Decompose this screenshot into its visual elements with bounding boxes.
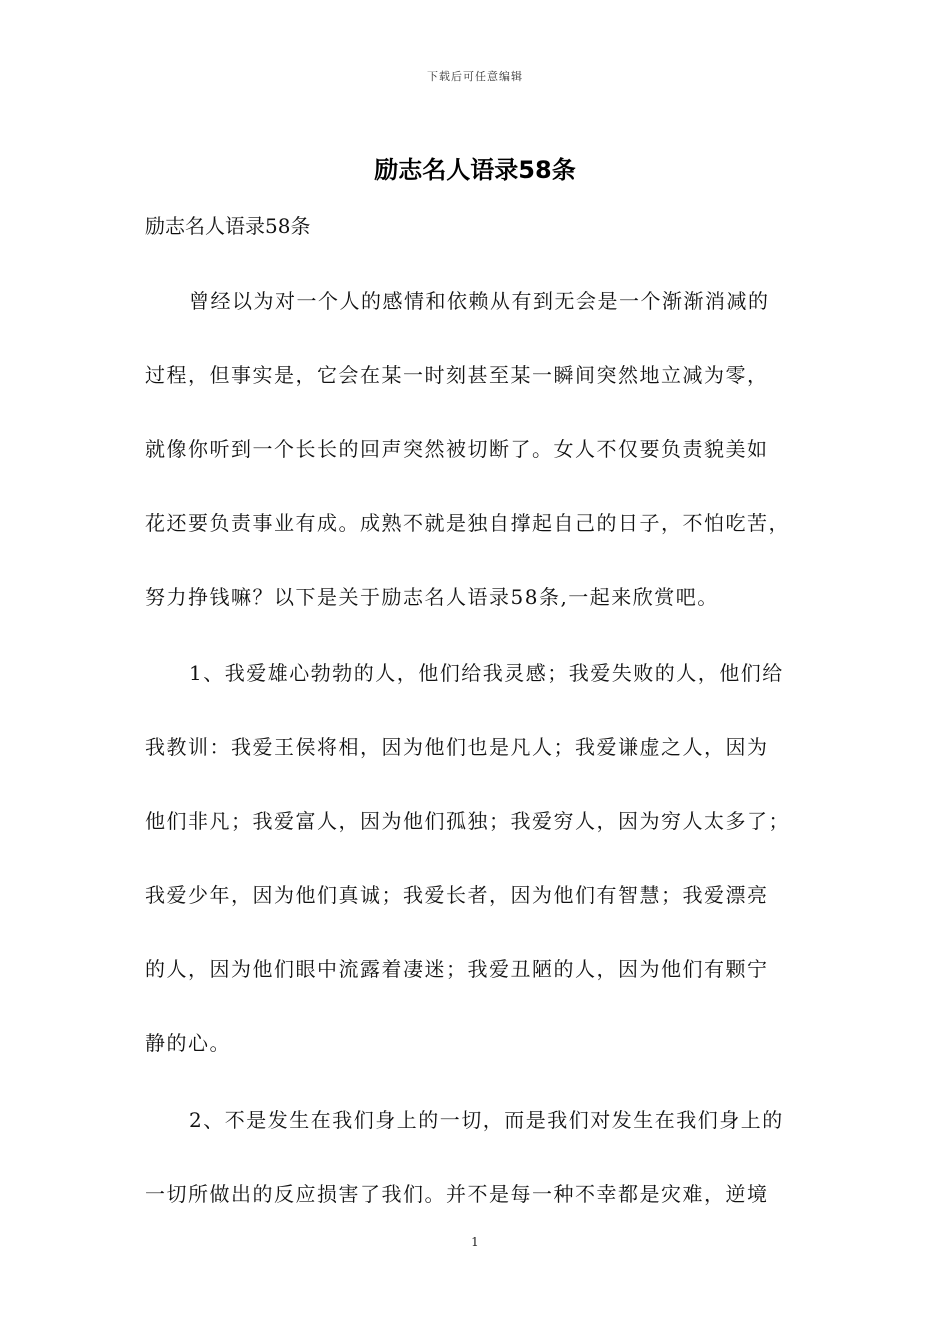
paragraph-line	[145, 883, 835, 957]
line-text: 一切所做出的反应损害了我们。并不是每一种不幸都是灾难，逆境	[145, 1182, 769, 1206]
paragraph-line	[145, 661, 835, 735]
paragraph-line	[145, 1031, 835, 1105]
paragraph-intro	[145, 289, 835, 659]
line-text: 2、不是发生在我们身上的一切，而是我们对发生在我们身上的	[189, 1108, 784, 1132]
line-text: 我爱少年，因为他们真诚；我爱长者，因为他们有智慧；我爱漂亮	[145, 883, 769, 907]
paragraph-line	[145, 809, 835, 883]
paragraph-line	[145, 735, 835, 809]
paragraph-quote-1	[145, 661, 835, 1105]
line-text: 1、我爱雄心勃勃的人，他们给我灵感；我爱失败的人，他们给	[189, 661, 784, 685]
paragraph-line	[145, 585, 835, 659]
line-text: 他们非凡；我爱富人，因为他们孤独；我爱穷人，因为穷人太多了；	[145, 809, 790, 833]
paragraph-line	[145, 437, 835, 511]
line-text: 我教训：我爱王侯将相，因为他们也是凡人；我爱谦虚之人，因为	[145, 735, 769, 759]
line-text: 静的心。	[145, 1031, 231, 1055]
paragraph-line	[145, 957, 835, 1031]
line-text: 努力挣钱嘛？以下是关于励志名人语录58条,一起来欣赏吧。	[145, 585, 719, 609]
paragraph-line	[145, 511, 835, 585]
header-note: 下载后可任意编辑	[427, 70, 523, 83]
document-title: 励志名人语录58条	[374, 156, 576, 184]
paragraph-quote-2	[145, 1108, 835, 1256]
line-text: 花还要负责事业有成。成熟不就是独自撑起自己的日子，不怕吃苦，	[145, 511, 790, 535]
document-subtitle: 励志名人语录58条	[145, 214, 311, 238]
paragraph-line	[145, 363, 835, 437]
paragraph-line	[145, 1108, 835, 1182]
page-number: 1	[471, 1235, 479, 1249]
line-text: 就像你听到一个长长的回声突然被切断了。女人不仅要负责貌美如	[145, 437, 769, 461]
line-text: 过程，但事实是，它会在某一时刻甚至某一瞬间突然地立减为零，	[145, 363, 769, 387]
paragraph-line	[145, 289, 835, 363]
line-text: 曾经以为对一个人的感情和依赖从有到无会是一个渐渐消减的	[189, 289, 770, 313]
line-text: 的人，因为他们眼中流露着凄迷；我爱丑陋的人，因为他们有颗宁	[145, 957, 769, 981]
